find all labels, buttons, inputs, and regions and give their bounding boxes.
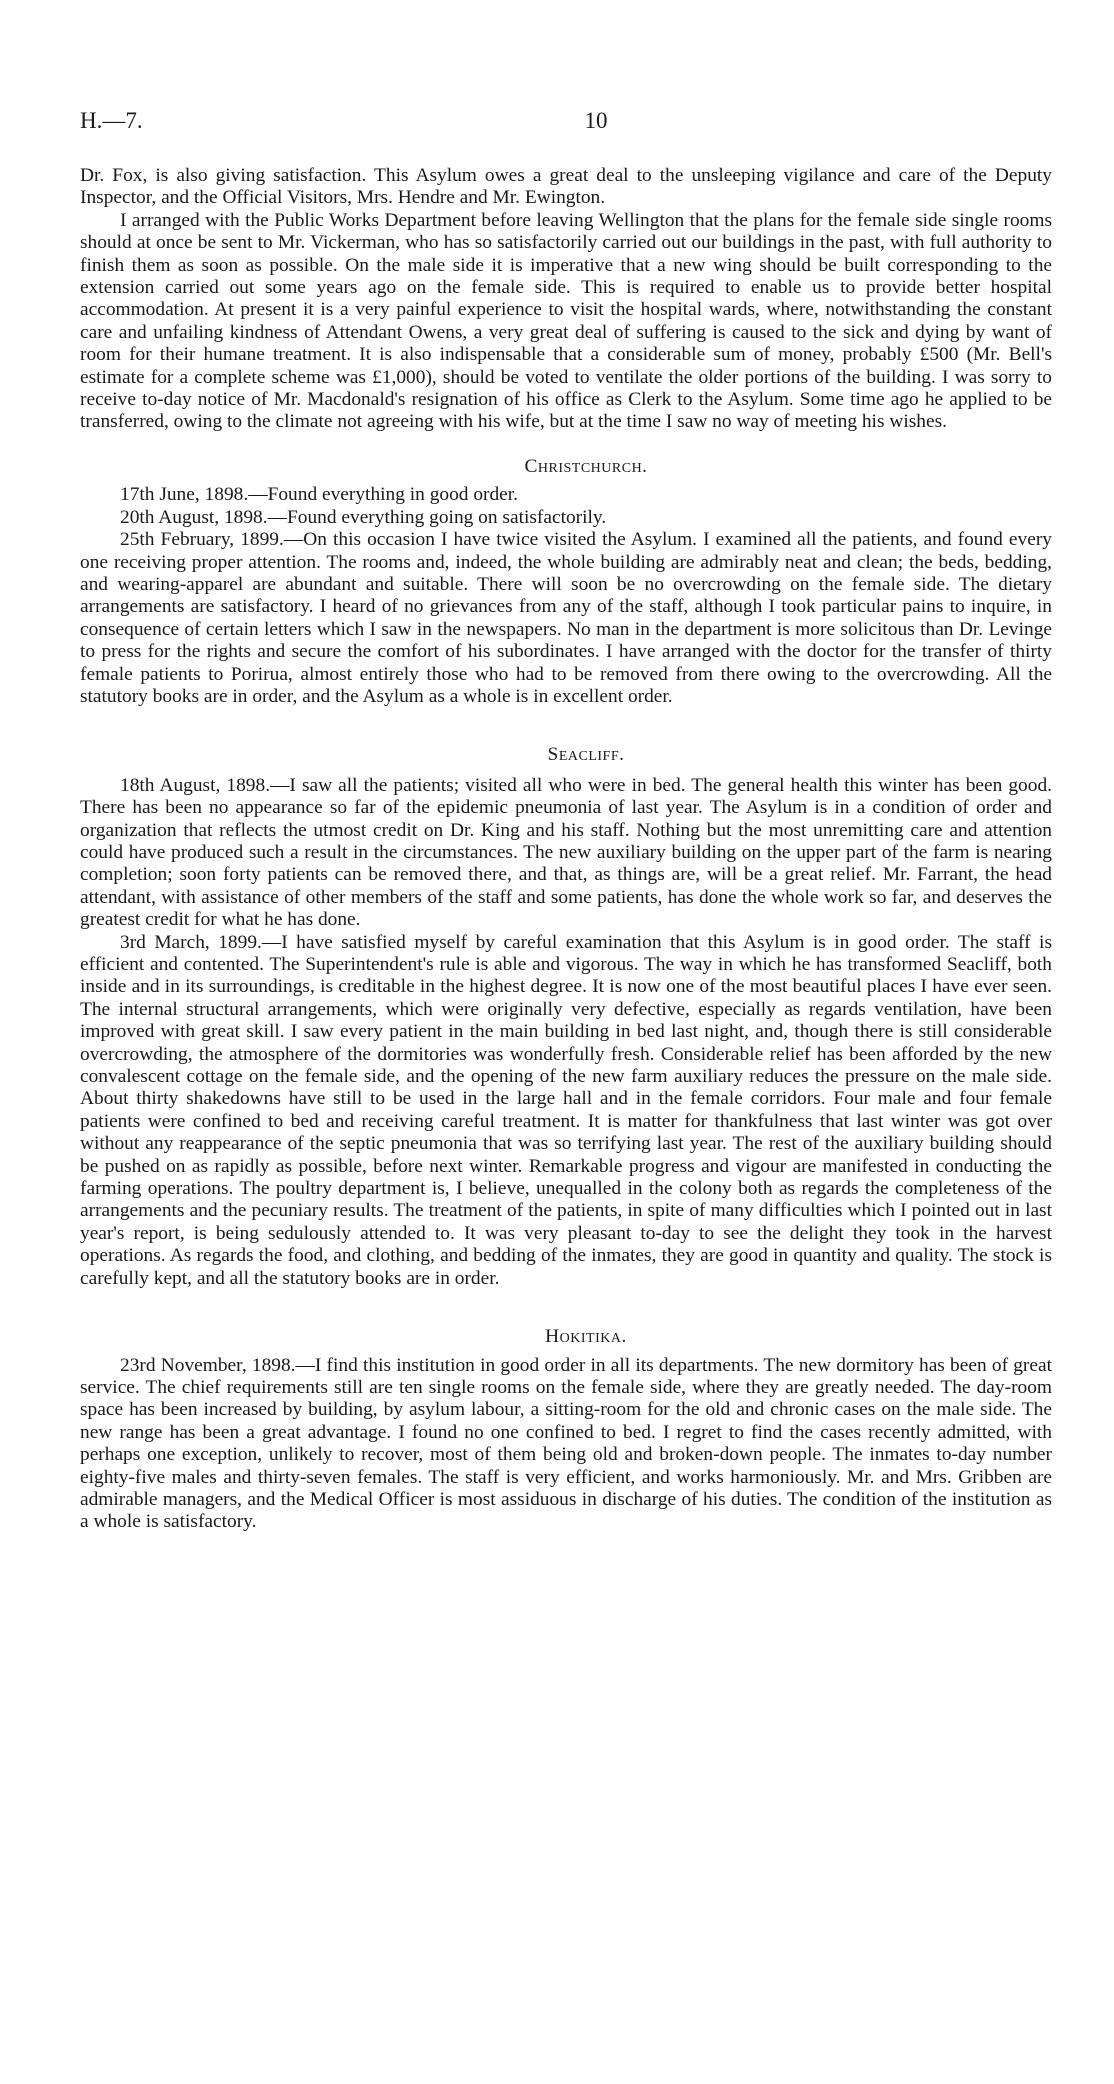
document-body xyxy=(80,165,1052,1534)
section-heading-hokitika: Hokitika. xyxy=(545,1326,627,1348)
paragraph: I arranged with the Public Works Department before leaving Wellington that the plans for the female side single rooms should at once be sent to Mr. Vickerman, who has so satisfactorily carried out our buildings in the past, with full authority to finish them as soon as possible. On the male side it is imperative that a new wing should be built corresponding to the extension carried out some years ago on the female side. This is required to enable us to provide better hospital accommodation. At present it is a very painful experience to visit the hospital wards, where, notwithstanding the constant care and unfailing kindness of Attendant Owens, a very great deal of suffering is caused to the sick and dying by want of room for their humane treatment. It is also indispensable that a considerable sum of money, probably £500 (Mr. Bell's estimate for a complete scheme was £1,000), should be voted to ventilate the older portions of the building. I was sorry to receive to-day notice of Mr. Macdonald's resignation of his office as Clerk to the Asylum. Some time ago he applied to be transferred, owing to the climate not agreeing with his wife, but at the time I saw no way of meeting his wishes. xyxy=(80,209,1052,433)
paragraph: 3rd March, 1899.—I have satisfied myself by careful examination that this Asylum is in good order. The staff is efficient and contented. The Superintendent's rule is able and vigorous. The way in which he has transformed Seacliff, both inside and in its surroundings, is creditable in the highest degree. It is now one of the most beautiful places I have ever seen. The internal structural arrangements, which were originally very defective, especially as regards ventilation, have been improved with great skill. I saw every patient in the main building in bed last night, and, though there is still considerable overcrowding, the atmosphere of the dormitories was wonderfully fresh. Considerable relief has been afforded by the new convalescent cottage on the female side, and the opening of the new farm auxiliary reduces the pressure on the male side. About thirty shakedowns have still to be used in the large hall and in the female corridors. Four male and four female patients were confined to bed and receiving careful treatment. It is matter for thankfulness that last winter was got over without any reappearance of the septic pneumonia that was so terrifying last year. The rest of the auxiliary building should be pushed on as rapidly as possible, before next winter. Remarkable progress and vigour are manifested in conducting the farming operations. The poultry department is, I believe, unequalled in the colony both as regards the completeness of the arrangements and the pecuniary results. The treatment of the patients, in spite of many difficulties which I pointed out in last year's report, is being sedulously attended to. It was very pleasant to-day to see the delight they took in the harvest operations. As regards the food, and clothing, and bedding of the inmates, they are good in quantity and quality. The stock is carefully kept, and all the statutory books are in order. xyxy=(80,931,1052,1289)
paragraph: 23rd November, 1898.—I find this institution in good order in all its departments. The new dormitory has been of great service. The chief requirements still are ten single rooms on the female side, where they are greatly needed. The day-room space has been increased by building, by asylum labour, a sitting-room for the old and chronic cases on the male side. The new range has been a great advantage. I found no one confined to bed. I regret to find the cases recently admitted, with perhaps one exception, unlikely to recover, most of them being old and broken-down people. The inmates to-day number eighty-five males and thirty-seven females. The staff is very efficient, and works harmoniously. Mr. and Mrs. Gribben are admirable managers, and the Medical Officer is most assiduous in discharge of his duties. The condition of the institution as a whole is satisfactory. xyxy=(80,1354,1052,1533)
paragraph: 25th February, 1899.—On this occasion I have twice visited the Asylum. I examined all the patients, and found every one receiving proper attention. The rooms and, indeed, the whole building are admirably neat and clean; the beds, bedding, and wearing-apparel are abundant and suitable. There will soon be no overcrowding on the female side. The dietary arrangements are satisfactory. I heard of no grievances from any of the staff, although I took particular pains to inquire, in consequence of certain letters which I saw in the newspapers. No man in the department is more solicitous than Dr. Levinge to press for the rights and secure the comfort of his subordinates. I have arranged with the doctor for the transfer of thirty female patients to Porirua, almost entirely those who had to be removed from there owing to the overcrowding. All the statutory books are in order, and the Asylum as a whole is in excellent order. xyxy=(80,529,1052,707)
section-heading-seacliff: Seacliff. xyxy=(547,744,625,766)
document-reference: H.—7. xyxy=(80,108,143,133)
section-heading-christchurch: Christchurch. xyxy=(524,455,648,477)
paragraph: 18th August, 1898.—I saw all the patients; visited all who were in bed. The general health this winter has been good. There has been no appearance so far of the epidemic pneumonia of last year. The Asylum is in a condition of order and organization that reflects the utmost credit on Dr. King and his staff. Nothing but the most unremitting care and attention could have produced such a result in the circumstances. The new auxiliary building on the upper part of the farm is nearing completion; soon forty patients can be removed there, and that, as things are, will be a great relief. Mr. Farrant, the head attendant, with assistance of other members of the staff and some patients, has done the whole work so far, and deserves the greatest credit for what he has done. xyxy=(80,774,1052,931)
paragraph: Dr. Fox, is also giving satisfaction. This Asylum owes a great deal to the unsleeping vigilance and care of the Deputy Inspector, and the Official Visitors, Mrs. Hendre and Mr. Ewington. xyxy=(80,165,1052,209)
paragraph: 17th June, 1898.—Found everything in good order. xyxy=(120,484,519,506)
page-header xyxy=(80,108,1034,138)
paragraph: 20th August, 1898.—Found everything going on satisfactorily. xyxy=(120,506,607,528)
page-number: 10 xyxy=(584,108,608,133)
